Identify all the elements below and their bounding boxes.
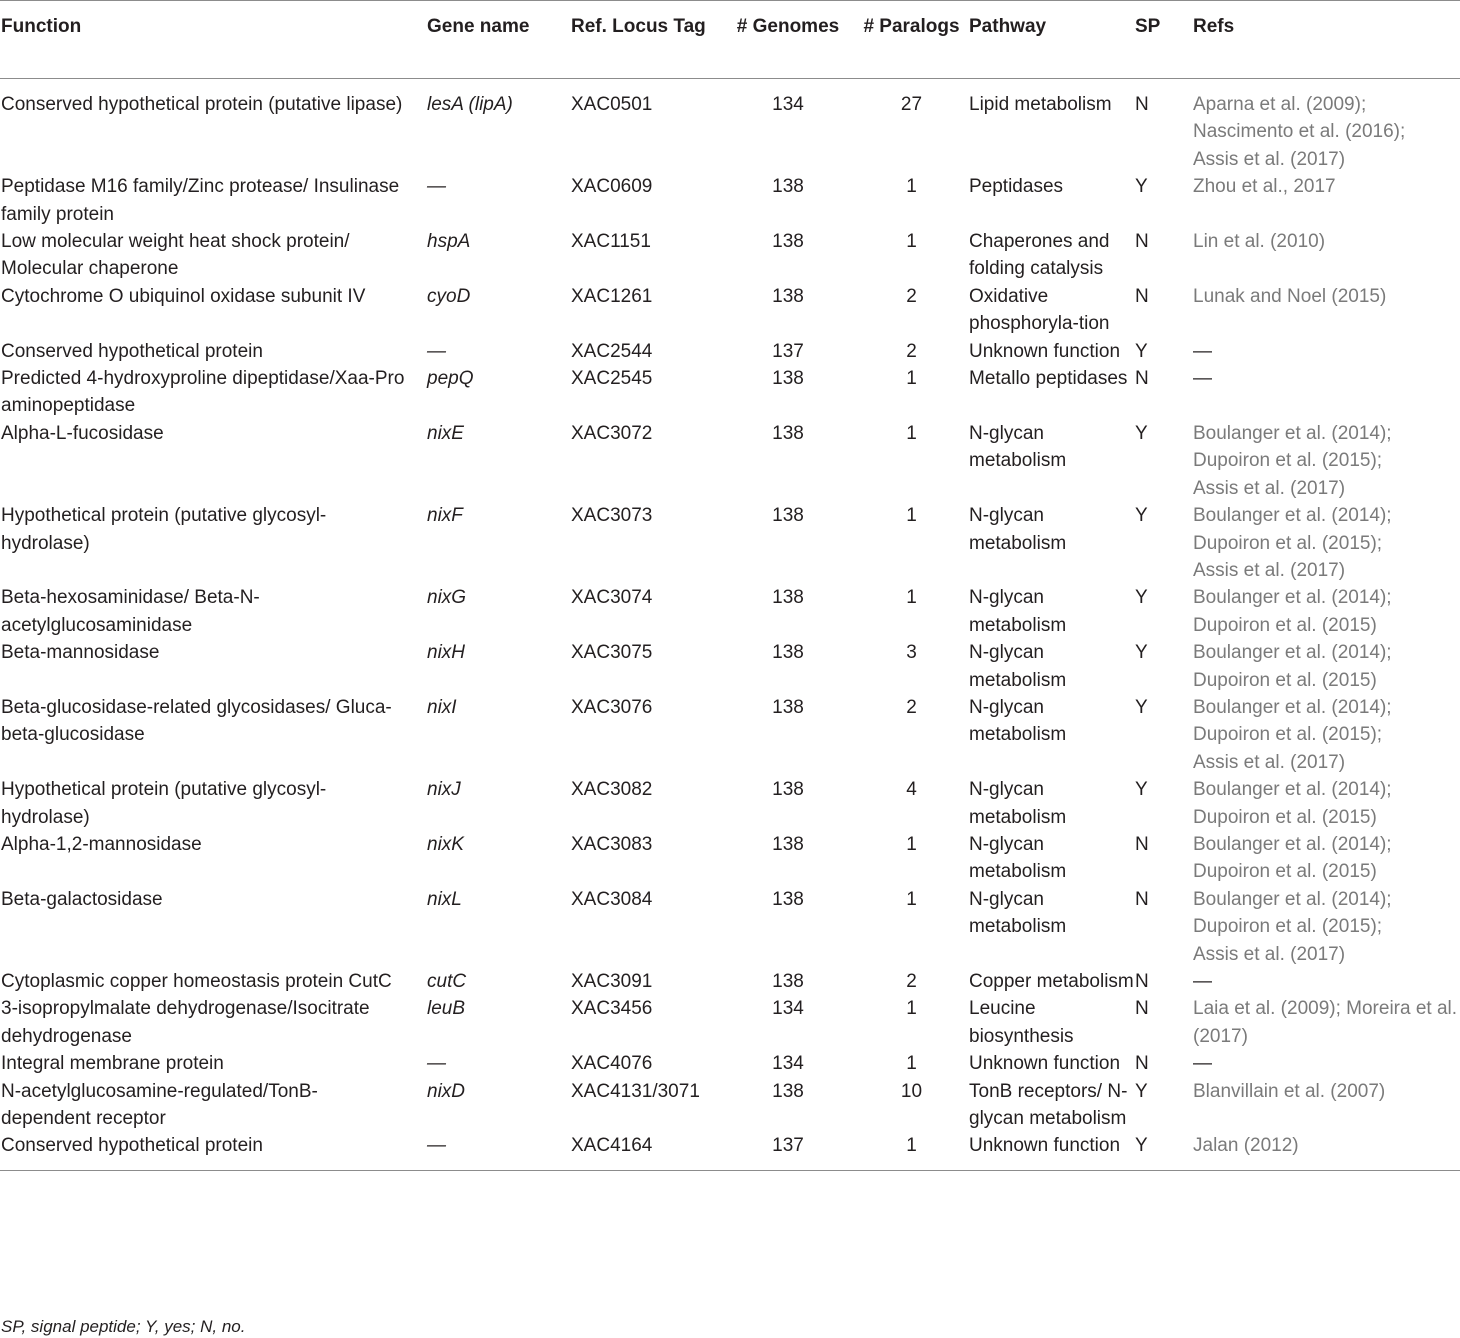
cell-gene-name: nixI <box>427 696 457 718</box>
cell-function: Beta-hexosaminidase/ Beta-N-acetylglucosaminidase <box>1 587 260 636</box>
table-row <box>0 420 1460 502</box>
cell-refs <box>1193 639 1460 694</box>
cell-function: Alpha-L-fucosidase <box>1 422 164 444</box>
cell-genomes: 138 <box>772 422 804 444</box>
cell-function: Low molecular weight heat shock protein/ Molecular chaperone <box>1 231 350 280</box>
cell-function: Hypothetical protein (putative glycosyl-hydrolase) <box>1 779 327 828</box>
cell-refs <box>1193 694 1460 776</box>
cell-refs <box>1193 1050 1460 1077</box>
cell-function: Conserved hypothetical protein (putative lipase) <box>1 94 403 115</box>
cell-locus-tag: XAC3073 <box>571 505 653 527</box>
ref-line: Dupoiron et al. (2015); <box>1193 916 1383 938</box>
cell-function: Conserved hypothetical protein <box>1 340 263 362</box>
cell-locus-tag: XAC4131/3071 <box>571 1080 700 1102</box>
table-row <box>0 365 1460 420</box>
cell-refs <box>1193 995 1460 1050</box>
cell-paralogs: 1 <box>906 888 917 910</box>
ref-line: Assis et al. (2017) <box>1193 477 1346 499</box>
cell-sp: Y <box>1135 587 1148 609</box>
ref-line: Zhou et al., 2017 <box>1193 176 1336 198</box>
ref-line: Dupoiron et al. (2015) <box>1193 669 1377 691</box>
ref-line: Assis et al. (2017) <box>1193 559 1346 581</box>
ref-line: Jalan (2012) <box>1193 1135 1299 1157</box>
cell-pathway: Chaperones and folding catalysis <box>969 231 1110 280</box>
table-row <box>0 584 1460 639</box>
ref-line: Boulanger et al. (2014); <box>1193 779 1392 801</box>
cell-gene-name: leuB <box>427 998 466 1020</box>
ref-line: Dupoiron et al. (2015) <box>1193 614 1377 636</box>
table-row <box>0 995 1460 1050</box>
cell-function: Hypothetical protein (putative glycosyl-hydrolase) <box>1 505 327 554</box>
cell-pathway: N-glycan metabolism <box>969 779 1067 828</box>
cell-paralogs: 1 <box>906 833 917 855</box>
table-row <box>0 831 1460 886</box>
ref-line: Dupoiron et al. (2015) <box>1193 861 1377 883</box>
cell-function: Integral membrane protein <box>1 1053 224 1075</box>
cell-function: Alpha-1,2-mannosidase <box>1 833 202 855</box>
cell-paralogs: 1 <box>906 368 917 390</box>
cell-refs <box>1193 365 1460 420</box>
cell-refs <box>1193 338 1460 365</box>
table-footnote: SP, signal peptide; Y, yes; N, no. <box>1 1317 246 1336</box>
cell-pathway: Leucine biosynthesis <box>969 998 1074 1047</box>
cell-gene-name: cyoD <box>427 285 471 307</box>
cell-paralogs: 2 <box>906 971 917 992</box>
cell-genomes: 138 <box>772 285 804 307</box>
cell-genomes: 138 <box>772 971 804 992</box>
cell-genomes: 138 <box>772 176 804 198</box>
cell-sp: N <box>1135 998 1149 1020</box>
cell-sp: N <box>1135 368 1149 390</box>
cell-locus-tag: XAC0501 <box>571 94 653 115</box>
cell-sp: N <box>1135 1053 1149 1075</box>
table-header-row <box>0 1 1460 79</box>
cell-function: Predicted 4-hydroxyproline dipeptidase/Xaa-Pro aminopeptidase <box>1 368 405 417</box>
cell-pathway: Unknown function <box>969 340 1121 362</box>
cell-locus-tag: XAC4164 <box>571 1132 722 1170</box>
ref-line: Dupoiron et al. (2015) <box>1193 806 1377 828</box>
cell-sp: N <box>1135 971 1149 992</box>
cell-refs <box>1193 831 1460 886</box>
ref-line: Laia et al. (2009); Moreira et al. (2017) <box>1193 998 1458 1047</box>
cell-locus-tag: XAC1151 <box>571 231 651 253</box>
cell-pathway: TonB receptors/ N-glycan metabolism <box>969 1080 1128 1130</box>
cell-genomes: 138 <box>772 696 804 718</box>
cell-locus-tag: XAC2544 <box>571 340 653 362</box>
cell-locus-tag: XAC1261 <box>571 285 653 307</box>
cell-refs <box>1193 1078 1460 1133</box>
cell-refs <box>1193 1132 1460 1170</box>
cell-paralogs: 1 <box>906 422 917 444</box>
cell-sp: Y <box>1135 176 1148 198</box>
cell-locus-tag: XAC4076 <box>571 1053 653 1075</box>
cell-pathway: N-glycan metabolism <box>969 642 1067 691</box>
table-row <box>0 1078 1460 1133</box>
cell-genomes: 138 <box>772 888 804 910</box>
cell-sp: Y <box>1135 642 1148 664</box>
cell-gene-name: nixL <box>427 888 462 910</box>
cell-genomes: 138 <box>772 833 804 855</box>
cell-gene-name: hspA <box>427 231 471 253</box>
cell-pathway: Metallo peptidases <box>969 368 1128 390</box>
cell-genomes: 134 <box>772 1053 804 1075</box>
cell-locus-tag: XAC3075 <box>571 642 653 664</box>
cell-paralogs: 1 <box>906 998 917 1020</box>
table-row <box>0 1132 1460 1170</box>
cell-sp: N <box>1135 833 1149 855</box>
cell-sp: Y <box>1135 696 1148 718</box>
cell-pathway: Copper metabolism <box>969 971 1134 992</box>
cell-refs <box>1193 228 1460 283</box>
cell-refs <box>1193 420 1460 502</box>
table-row <box>0 694 1460 776</box>
cell-locus-tag: XAC3456 <box>571 998 653 1020</box>
table-row <box>0 502 1460 584</box>
cell-genomes: 138 <box>772 231 804 253</box>
cell-sp: N <box>1135 94 1149 115</box>
ref-line: Assis et al. (2017) <box>1193 751 1346 773</box>
cell-paralogs: 4 <box>906 779 917 801</box>
header-gene-name: Gene name <box>427 1 571 79</box>
cell-gene-name: nixD <box>427 1080 466 1102</box>
cell-refs <box>1193 502 1460 584</box>
cell-sp: Y <box>1135 1132 1193 1170</box>
cell-function: 3-isopropylmalate dehydrogenase/Isocitrate dehydrogenase <box>1 998 370 1047</box>
cell-paralogs: 3 <box>906 642 917 664</box>
cell-paralogs: 1 <box>906 231 917 253</box>
ref-line: Boulanger et al. (2014); <box>1193 587 1392 609</box>
table-row <box>0 283 1460 338</box>
cell-pathway: Lipid metabolism <box>969 94 1112 115</box>
ref-line: Lunak and Noel (2015) <box>1193 285 1387 307</box>
cell-gene-name: — <box>427 340 446 362</box>
cell-gene-name: nixJ <box>427 779 461 801</box>
cell-genomes: 138 <box>772 368 804 390</box>
cell-locus-tag: XAC3076 <box>571 696 653 718</box>
cell-pathway: Unknown function <box>969 1053 1121 1075</box>
cell-gene-name: lesA (lipA) <box>427 94 513 115</box>
cell-paralogs: 1 <box>906 176 917 198</box>
header-genomes: # Genomes <box>722 1 854 79</box>
header-sp: SP <box>1135 1 1193 79</box>
cell-locus-tag: XAC3091 <box>571 971 653 992</box>
cell-pathway: N-glycan metabolism <box>969 422 1067 472</box>
cell-sp: Y <box>1135 340 1148 362</box>
cell-genomes: 137 <box>722 1132 854 1170</box>
cell-sp: Y <box>1135 1080 1148 1102</box>
ref-line: — <box>1193 1053 1212 1075</box>
cell-paralogs: 2 <box>906 285 917 307</box>
cell-locus-tag: XAC3072 <box>571 422 653 444</box>
cell-sp: Y <box>1135 505 1148 527</box>
cell-function: Cytochrome O ubiquinol oxidase subunit IV <box>1 285 366 307</box>
cell-genomes: 138 <box>772 779 804 801</box>
cell-function: Beta-glucosidase-related glycosidases/ Gluca-beta-glucosidase <box>1 696 392 746</box>
cell-pathway: Peptidases <box>969 176 1064 198</box>
ref-line: Nascimento et al. (2016); <box>1193 121 1406 143</box>
ref-line: Boulanger et al. (2014); <box>1193 888 1392 910</box>
cell-paralogs: 1 <box>906 587 917 609</box>
cell-refs <box>1193 283 1460 338</box>
cell-refs <box>1193 173 1460 228</box>
ref-line: Blanvillain et al. (2007) <box>1193 1080 1386 1102</box>
cell-refs <box>1193 886 1460 968</box>
cell-sp: Y <box>1135 422 1148 444</box>
header-pathway: Pathway <box>969 1 1135 79</box>
cell-gene-name: nixH <box>427 642 466 664</box>
table-body <box>0 79 1460 1171</box>
ref-line: Lin et al. (2010) <box>1193 231 1326 253</box>
header-locus-tag: Ref. Locus Tag <box>571 1 722 79</box>
cell-sp: N <box>1135 888 1149 910</box>
cell-gene-name: nixG <box>427 587 467 609</box>
ref-line: Boulanger et al. (2014); <box>1193 642 1392 664</box>
cell-function: Beta-mannosidase <box>1 642 160 664</box>
cell-locus-tag: XAC3084 <box>571 888 653 910</box>
cell-sp: Y <box>1135 779 1148 801</box>
cell-pathway: N-glycan metabolism <box>969 888 1067 938</box>
cell-locus-tag: XAC3082 <box>571 779 653 801</box>
cell-refs <box>1193 776 1460 831</box>
cell-paralogs: 10 <box>900 1080 923 1102</box>
cell-locus-tag: XAC3074 <box>571 587 653 609</box>
cell-genomes: 138 <box>772 642 804 664</box>
cell-paralogs: 1 <box>906 505 917 527</box>
cell-gene-name: — <box>427 1132 571 1170</box>
cell-locus-tag: XAC0609 <box>571 176 653 198</box>
cell-function: Beta-galactosidase <box>1 888 163 910</box>
cell-refs <box>1193 584 1460 639</box>
cell-locus-tag: XAC2545 <box>571 368 653 390</box>
table-row <box>0 228 1460 283</box>
cell-sp: N <box>1135 285 1149 307</box>
cell-refs <box>1193 79 1460 174</box>
ref-line: — <box>1193 368 1212 390</box>
cell-paralogs: 2 <box>906 340 917 362</box>
cell-refs <box>1193 968 1460 995</box>
cell-paralogs: 2 <box>906 696 917 718</box>
cell-pathway: N-glycan metabolism <box>969 587 1067 636</box>
header-function: Function <box>0 1 427 79</box>
ref-line: — <box>1193 340 1212 362</box>
ref-line: Boulanger et al. (2014); <box>1193 696 1392 718</box>
cell-paralogs: 1 <box>906 1053 917 1075</box>
ref-line: Boulanger et al. (2014); <box>1193 833 1392 855</box>
ref-line: Dupoiron et al. (2015); <box>1193 724 1383 746</box>
cell-genomes: 134 <box>772 998 804 1020</box>
cell-gene-name: cutC <box>427 971 467 992</box>
ref-line: Boulanger et al. (2014); <box>1193 505 1392 527</box>
table-row <box>0 639 1460 694</box>
cell-gene-name: nixF <box>427 505 463 527</box>
cell-gene-name: — <box>427 176 446 198</box>
cell-paralogs: 1 <box>854 1132 969 1170</box>
ref-line: Dupoiron et al. (2015); <box>1193 450 1383 472</box>
table-row <box>0 338 1460 365</box>
cell-function: Peptidase M16 family/Zinc protease/ Insulinase family protein <box>1 176 400 225</box>
ref-line: Assis et al. (2017) <box>1193 148 1346 170</box>
cell-pathway: N-glycan metabolism <box>969 696 1067 746</box>
cell-genomes: 138 <box>772 1080 804 1102</box>
ref-line: Dupoiron et al. (2015); <box>1193 532 1383 554</box>
cell-pathway: Oxidative phosphoryla-tion <box>969 285 1110 335</box>
cell-genomes: 134 <box>772 94 804 115</box>
table-row <box>0 968 1460 995</box>
cell-pathway: Unknown function <box>969 1132 1135 1170</box>
ref-line: Aparna et al. (2009); <box>1193 94 1367 115</box>
table-row <box>0 79 1460 174</box>
table-row <box>0 1050 1460 1077</box>
cell-genomes: 138 <box>772 587 804 609</box>
cell-sp: N <box>1135 231 1149 253</box>
cell-gene-name: nixE <box>427 422 464 444</box>
cell-gene-name: — <box>427 1053 446 1075</box>
cell-function: Conserved hypothetical protein <box>0 1132 427 1170</box>
cell-gene-name: nixK <box>427 833 464 855</box>
cell-locus-tag: XAC3083 <box>571 833 653 855</box>
cell-gene-name: pepQ <box>427 368 474 390</box>
cell-paralogs: 27 <box>900 94 923 115</box>
cell-pathway: N-glycan metabolism <box>969 505 1067 554</box>
ref-line: — <box>1193 971 1212 992</box>
cell-genomes: 138 <box>772 505 804 527</box>
table-row <box>0 886 1460 968</box>
ref-line: Assis et al. (2017) <box>1193 943 1346 965</box>
cell-function: N-acetylglucosamine-regulated/TonB-dependent receptor <box>1 1080 318 1130</box>
table-row <box>0 173 1460 228</box>
header-refs: Refs <box>1193 1 1460 79</box>
ref-line: Boulanger et al. (2014); <box>1193 422 1392 444</box>
cell-pathway: N-glycan metabolism <box>969 833 1067 883</box>
cell-genomes: 137 <box>772 340 804 362</box>
cell-function: Cytoplasmic copper homeostasis protein CutC <box>1 971 392 992</box>
header-paralogs: # Paralogs <box>854 1 969 79</box>
table-row <box>0 776 1460 831</box>
